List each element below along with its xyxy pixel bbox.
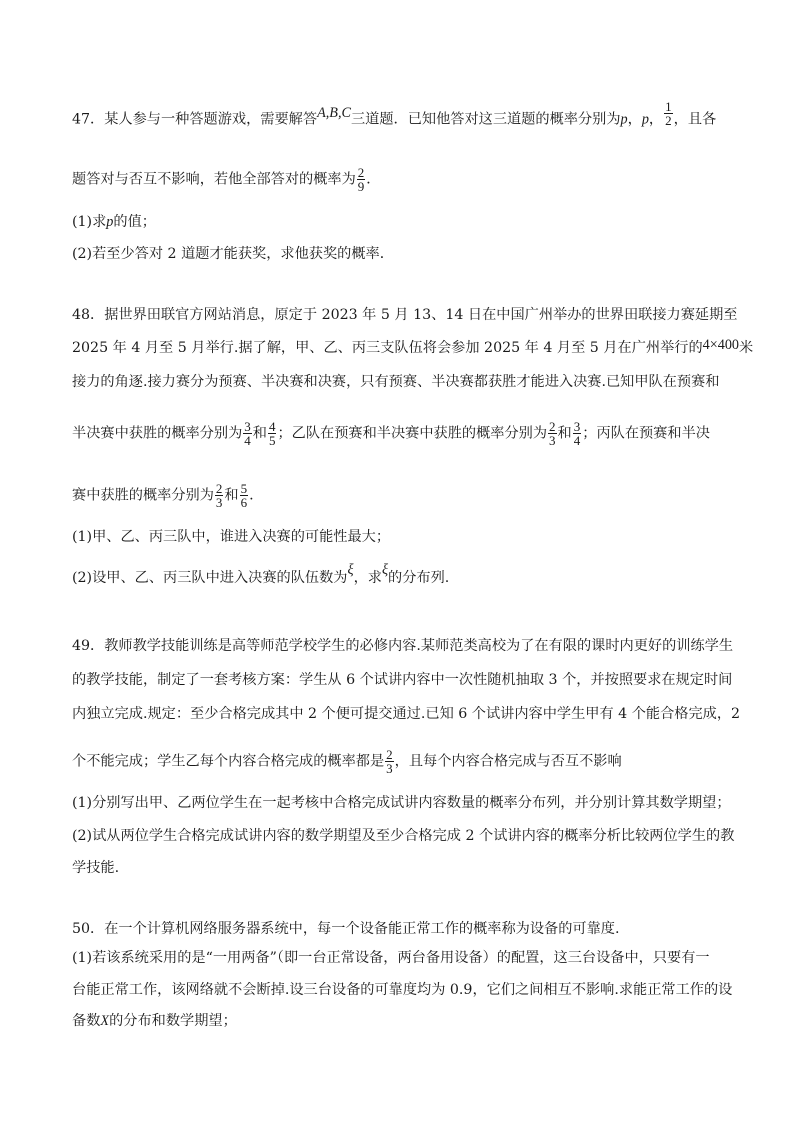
q48-xi: ξ <box>347 562 354 578</box>
q47-sub1 <box>72 212 156 232</box>
q50-x: X <box>100 1013 110 1029</box>
q49-fraction <box>385 748 394 775</box>
q48-text: 和 <box>557 425 572 442</box>
q49-text: ，且每个内容合格完成与否互不影响 <box>394 753 622 770</box>
q48-text: 2025 年 4 月至 5 月举行.据了解，甲、乙、丙三支队伍将会参加 2025 年 4 月至 5 月在广州举行的 <box>72 340 703 356</box>
q48-math: 4×400 <box>702 337 740 353</box>
q49-text: 个不能完成；学生乙每个内容合格完成的概率都是 <box>72 753 385 770</box>
q49-sub2-line2: 学技能. <box>72 860 120 876</box>
q49-line2: 的教学技能，制定了一套考核方案：学生从 6 个试讲内容中一次性随机抽取 3 个，并按照要求在规定时间 <box>72 672 733 688</box>
q50-text: 备数 <box>72 1013 101 1029</box>
frac-den: 3 <box>549 433 556 448</box>
q47-p: p <box>620 111 628 128</box>
q49-sub1: (1)分别写出甲、乙两位学生在一起考核中合格完成试讲内容数量的概率分布列，并分别计算其数学期望； <box>72 795 731 811</box>
q48-text: 的分布列. <box>388 570 450 586</box>
frac-num: 2 <box>357 165 365 180</box>
q48-text: . <box>249 487 254 504</box>
frac-den: 6 <box>240 495 248 510</box>
q49-line1: 49．教师教学技能训练是高等师范学校学生的必修内容.某师范类高校为了在有限的课时内更好的训练学生 <box>72 638 734 654</box>
q47-abc: A,B,C <box>317 104 351 121</box>
q47-text: 题答对与否互不影响，若他全部答对的概率为 <box>72 171 356 188</box>
q48-fraction <box>215 482 224 509</box>
frac-den: 2 <box>665 113 672 128</box>
q48-fraction <box>573 420 582 447</box>
q48-fraction <box>268 420 277 447</box>
q49-sub2-line1: (2)试从两位学生合格完成试讲内容的数学期望及至少合格完成 2 个试讲内容的概率分析比较两位学生的教 <box>72 828 735 844</box>
q47-text: 三道题．已知他答对这三道题的概率分别为 <box>350 111 621 128</box>
q47-sep: ， <box>627 111 642 128</box>
q48-text: ；丙队在预赛和半决 <box>582 425 710 442</box>
q48-line5 <box>72 482 254 509</box>
q47-text: ． <box>366 171 381 188</box>
frac-den: 4 <box>573 433 581 448</box>
q47-line2 <box>72 166 380 193</box>
q48-line1: 48．据世界田联官方网站消息，原定于 2023 年 5 月 13、14 日在中国广州举办的世界田联接力赛延期至 <box>72 307 738 323</box>
q48-fraction <box>548 420 557 447</box>
q47-p: p <box>641 111 649 128</box>
q48-text: 和 <box>252 425 267 442</box>
frac-num: 1 <box>665 99 672 114</box>
q48-text: 和 <box>224 487 239 504</box>
q48-text: 赛中获胜的概率分别为 <box>72 487 214 504</box>
q48-fraction <box>240 482 249 509</box>
q48-line4 <box>72 420 710 447</box>
frac-num: 2 <box>386 747 393 762</box>
frac-num: 2 <box>549 419 556 434</box>
q48-text: ，求 <box>353 570 382 586</box>
q47-sub2: (2)若至少答对 2 道题才能获奖，求他获奖的概率． <box>72 246 394 262</box>
frac-num: 3 <box>573 419 581 434</box>
frac-num: 4 <box>268 419 276 434</box>
frac-den: 3 <box>215 495 223 510</box>
q47-p: p <box>106 214 114 230</box>
q47-fraction-all <box>357 166 366 193</box>
q50-sub1-line3 <box>72 1011 237 1031</box>
q47-text: 47．某人参与一种答题游戏，需要解答 <box>72 111 318 128</box>
q48-text: 米 <box>739 340 754 356</box>
q49-line3: 内独立完成.规定：至少合格完成其中 2 个便可提交通过.已知 6 个试讲内容中学生甲有 4 个能合格完成，2 <box>72 706 741 722</box>
q49-line4 <box>72 748 622 775</box>
q50-sub1-line1: (1)若该系统采用的是“一用两备”（即一台正常设备，两台备用设备）的配置，这三台设备中，只要有一 <box>72 950 710 966</box>
q50-sub1-line2: 台能正常工作，该网络就不会断掉.设三台设备的可靠度均为 0.9，它们之间相互不影响.求能正常工作的设 <box>72 982 733 998</box>
frac-num: 5 <box>240 481 248 496</box>
q48-text: (2)设甲、乙、丙三队中进入决赛的队伍数为 <box>72 570 348 586</box>
q47-text: (1)求 <box>72 214 107 230</box>
q47-text: ，且各 <box>673 111 717 128</box>
q48-text: 半决赛中获胜的概率分别为 <box>72 425 243 442</box>
q50-line1: 50．在一个计算机网络服务器系统中，每一个设备能正常工作的概率称为设备的可靠度. <box>72 921 620 937</box>
frac-den: 9 <box>357 179 365 194</box>
q47-sep: ， <box>648 111 664 128</box>
q48-sub2 <box>72 562 450 588</box>
q48-line2 <box>72 338 753 358</box>
q48-text: ；乙队在预赛和半决赛中获胜的概率分别为 <box>277 425 548 442</box>
q48-sub1: (1)甲、乙、丙三队中，谁进入决赛的可能性最大； <box>72 529 391 545</box>
frac-num: 2 <box>215 481 223 496</box>
q48-line3: 接力的角逐.接力赛分为预赛、半决赛和决赛，只有预赛、半决赛都获胜才能进入决赛.已知甲队在预赛和 <box>72 374 720 390</box>
q50-text: 的分布和数学期望； <box>109 1013 237 1029</box>
q47-fraction-half <box>664 100 673 127</box>
frac-den: 3 <box>386 761 393 776</box>
frac-den: 4 <box>244 433 251 448</box>
q48-fraction <box>243 420 252 447</box>
q48-xi: ξ <box>381 562 389 578</box>
frac-den: 5 <box>268 433 276 448</box>
frac-num: 3 <box>244 419 251 434</box>
q47-text: 的值； <box>113 214 156 230</box>
q47-line1 <box>72 99 717 133</box>
